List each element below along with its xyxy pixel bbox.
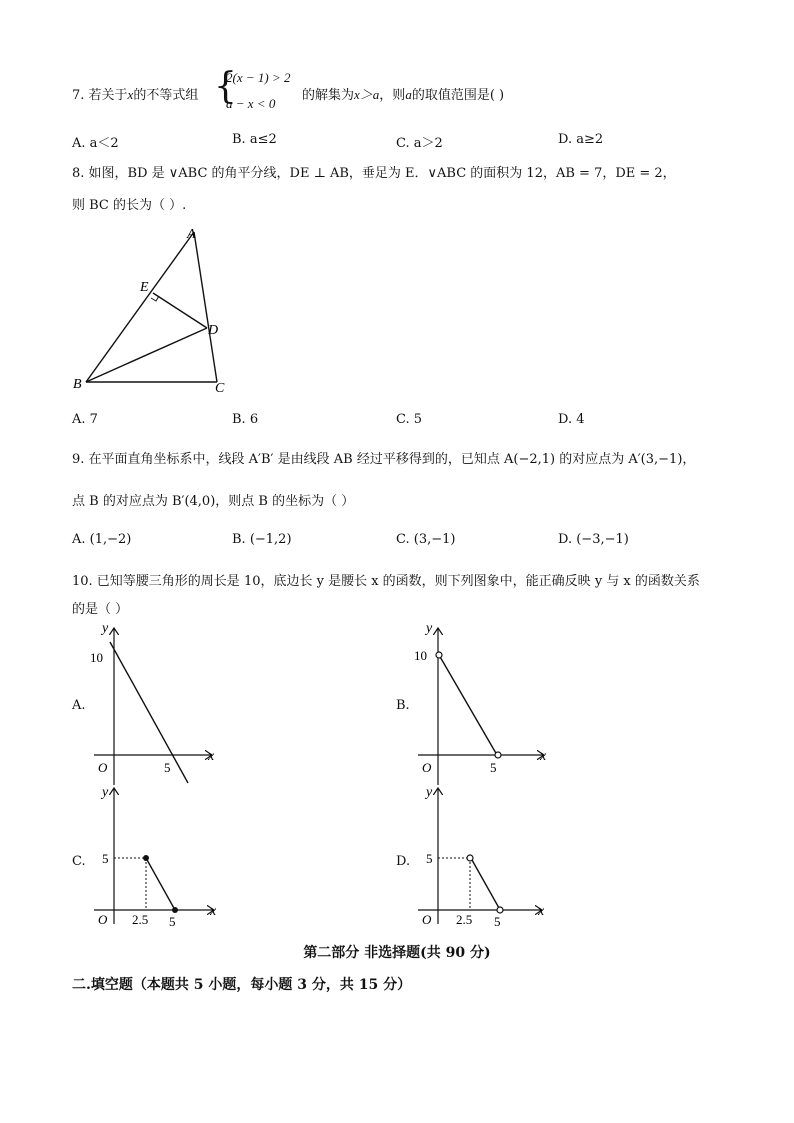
graph-c-option-label: C. — [72, 854, 86, 869]
q8-option-a[interactable]: A. 7 — [72, 412, 98, 427]
graph-d-x25: 2.5 — [456, 912, 473, 927]
graph-a — [72, 620, 232, 790]
q8-triangle-figure — [60, 220, 250, 400]
q8-line1: 8. 如图，BD 是 ∨ABC 的角平分线，DE ⊥ AB，垂足为 E．∨ABC 的面积为 12，AB = 7，DE = 2， — [72, 166, 676, 181]
q9-option-b[interactable]: B. (−1,2) — [232, 532, 292, 547]
q9-option-d[interactable]: D. (−3,−1) — [558, 532, 629, 547]
q7-tail — [302, 84, 504, 103]
graph-a-origin: O — [98, 760, 108, 775]
q7-mid: 的不等式组 — [133, 88, 199, 103]
q9-option-c[interactable]: C. (3,−1) — [396, 532, 456, 547]
q7-option-b[interactable]: B. a≤2 — [232, 132, 277, 147]
q7-var-x: x — [127, 87, 134, 102]
q7-suffix2: ，则 — [379, 88, 406, 103]
q7-stem — [72, 84, 198, 103]
graph-c — [72, 782, 232, 932]
q7-ineq2: a − x < 0 — [226, 96, 276, 111]
label-a: A — [187, 227, 196, 242]
graph-a-x-label: x — [208, 749, 215, 764]
q7-option-c[interactable]: C. a＞2 — [396, 136, 443, 151]
graph-d-x-label: x — [538, 904, 545, 919]
graph-b — [396, 620, 566, 790]
graph-c-x25: 2.5 — [132, 912, 149, 927]
graph-d — [396, 782, 566, 932]
q7-suffix1: 的解集为 — [302, 88, 355, 103]
graph-d-y-label: y — [426, 785, 433, 800]
graph-a-x5: 5 — [164, 760, 171, 775]
label-e: E — [140, 280, 149, 295]
label-c: C — [215, 381, 225, 396]
label-b: B — [73, 377, 82, 392]
q9-option-a[interactable]: A. (1,−2) — [72, 532, 132, 547]
q10-option-b[interactable] — [396, 620, 566, 794]
graph-c-x-label: x — [210, 904, 217, 919]
section2-title: 第二部分 非选择题(共 90 分) — [303, 945, 491, 961]
q10-line2: 的是（ ） — [72, 602, 129, 617]
graph-b-option-label: B. — [396, 698, 410, 713]
graph-d-x5: 5 — [494, 914, 501, 929]
graph-a-y-label: y — [102, 621, 109, 636]
q7-prefix: 7. 若关于 — [72, 88, 128, 103]
q8-line2: 则 BC 的长为（ ）. — [72, 198, 187, 213]
graph-a-option-label: A. — [72, 698, 86, 713]
graph-b-origin: O — [422, 760, 432, 775]
q10-option-c[interactable] — [72, 782, 232, 936]
q8-option-d[interactable]: D. 4 — [558, 412, 585, 427]
graph-b-y10: 10 — [414, 648, 427, 663]
q9-line2: 点 B 的对应点为 B′(4,0)，则点 B 的坐标为（ ） — [72, 494, 355, 509]
graph-b-x-label: x — [540, 749, 547, 764]
q10-option-d[interactable] — [396, 782, 566, 936]
q8-option-b[interactable]: B. 6 — [232, 412, 259, 427]
q7-brace: { — [214, 66, 237, 107]
graph-c-origin: O — [98, 912, 108, 927]
q7-ineq1: 2(x − 1) > 2 — [226, 70, 291, 85]
q7-option-a[interactable]: A. a＜2 — [72, 136, 119, 151]
q9-line1: 9. 在平面直角坐标系中，线段 A′B′ 是由线段 AB 经过平移得到的，已知点 A(−2,1) 的对应点为 A′(3,−1)， — [72, 452, 696, 467]
q8-option-c[interactable]: C. 5 — [396, 412, 423, 427]
q10-line1: 10. 已知等腰三角形的周长是 10，底边长 y 是腰长 x 的函数，则下列图象中，能正确反映 y 与 x 的函数关系 — [72, 574, 700, 589]
q7-suffix3: 的取值范围是( ) — [411, 88, 505, 103]
q7-var-a: a — [405, 87, 412, 102]
graph-d-y5: 5 — [426, 851, 433, 866]
graph-c-y5: 5 — [102, 851, 109, 866]
q7-solution: x＞a — [354, 87, 380, 102]
graph-b-x5: 5 — [490, 760, 497, 775]
q7-option-d[interactable]: D. a≥2 — [558, 132, 604, 147]
graph-c-x5: 5 — [169, 914, 176, 929]
graph-d-option-label: D. — [396, 854, 411, 869]
section2-subtitle: 二.填空题（本题共 5 小题，每小题 3 分，共 15 分） — [72, 977, 412, 993]
graph-b-y-label: y — [426, 621, 433, 636]
graph-c-y-label: y — [102, 785, 109, 800]
q10-option-a[interactable] — [72, 620, 232, 794]
label-d: D — [208, 323, 219, 338]
graph-a-y10: 10 — [90, 650, 103, 665]
graph-d-origin: O — [422, 912, 432, 927]
